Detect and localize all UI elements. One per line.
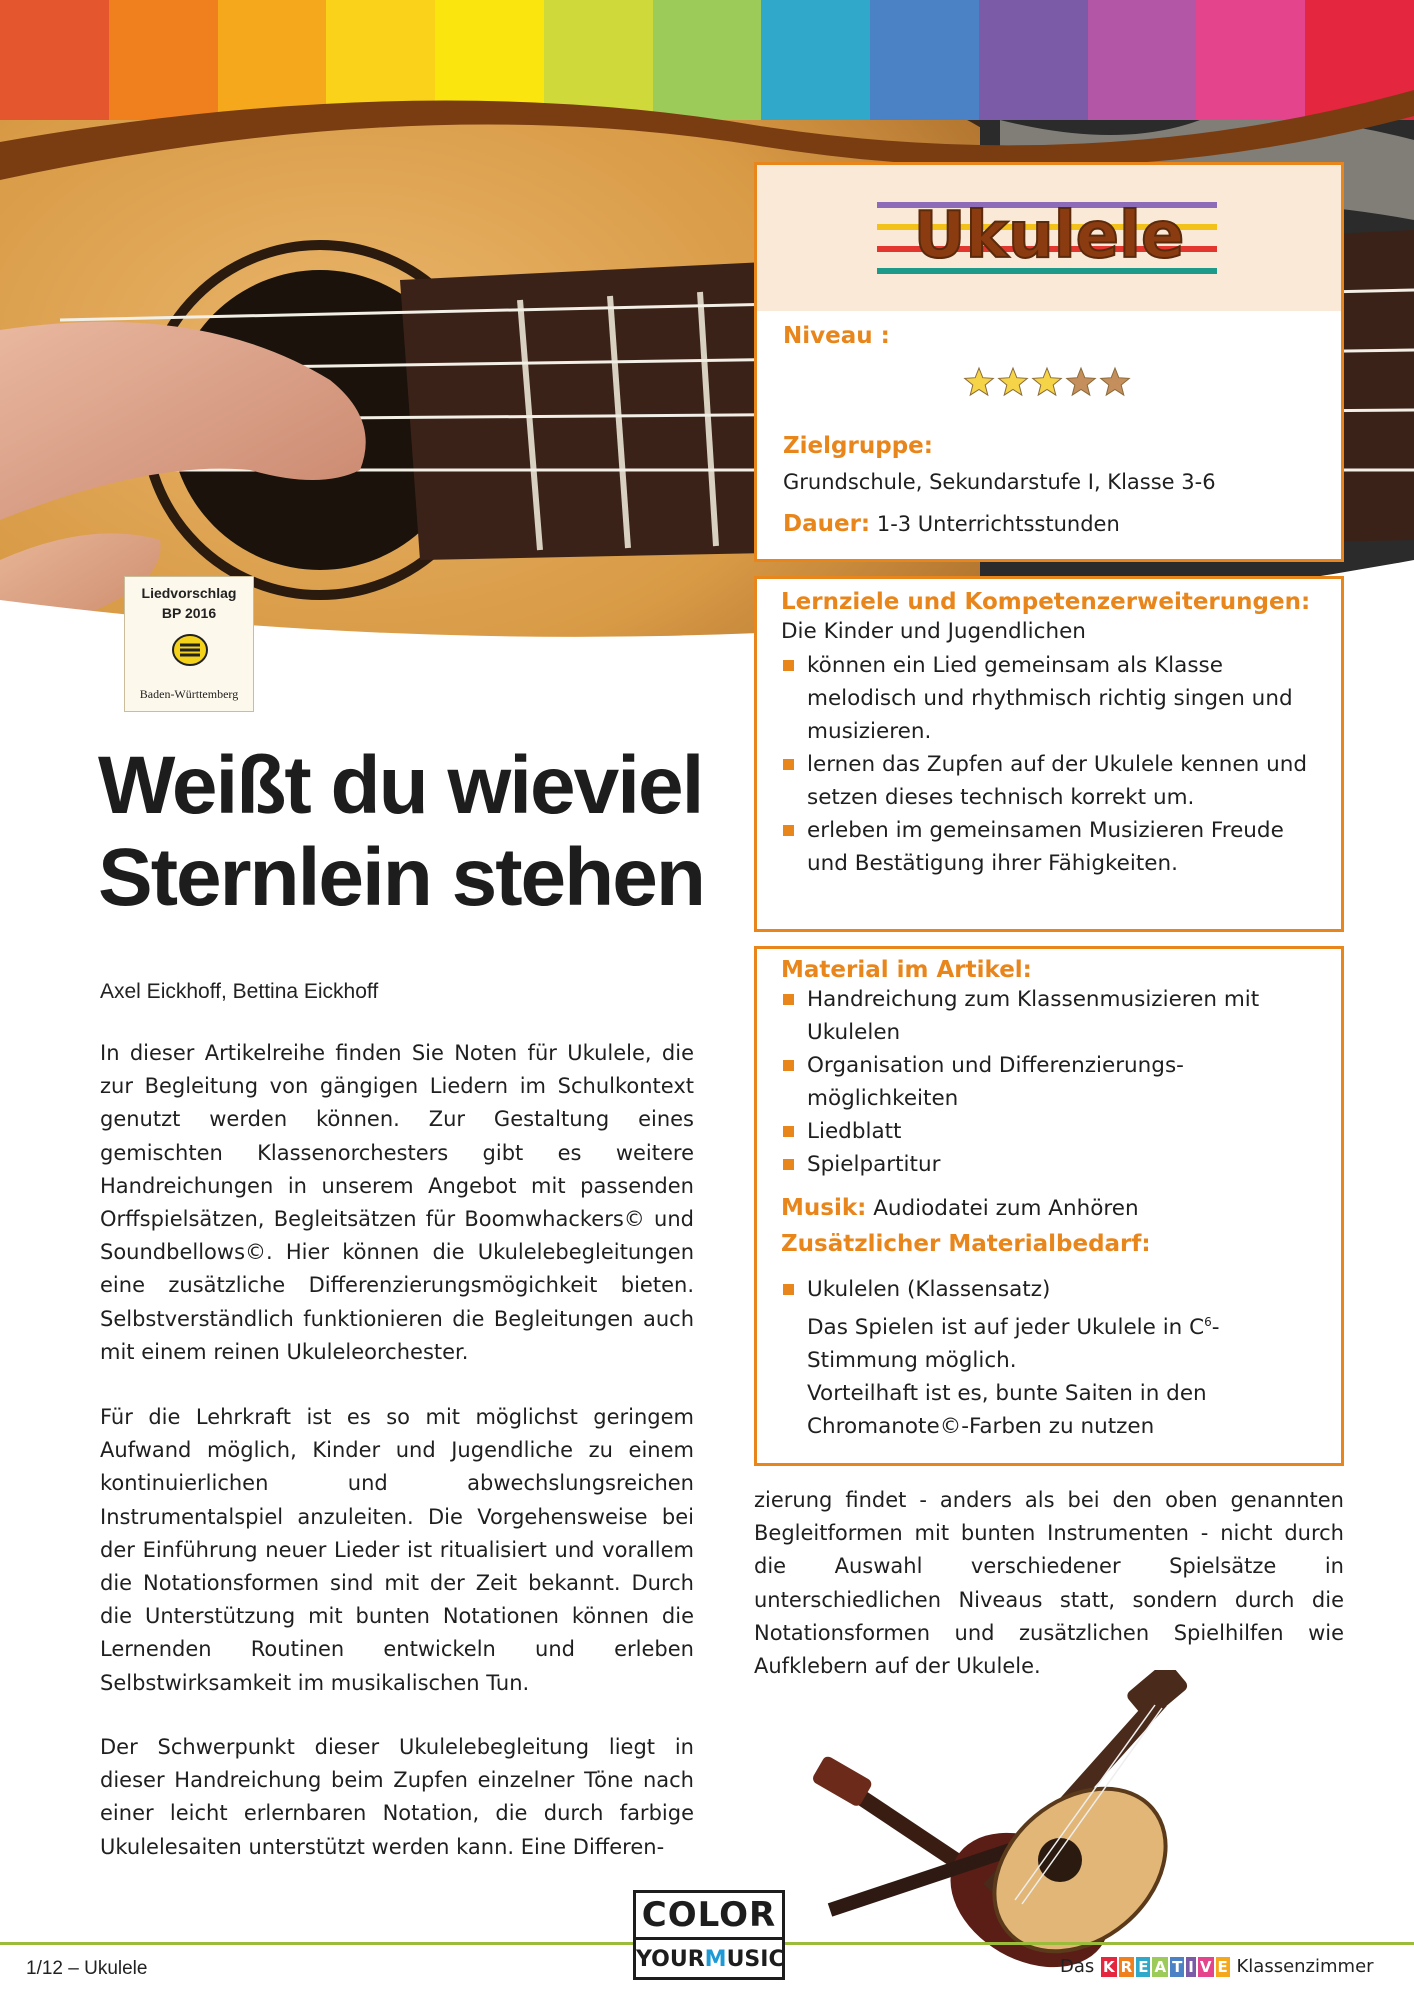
zusatz-title: Zusätzlicher Materialbedarf:: [781, 1231, 1151, 1257]
dauer-text: 1-3 Unterrichtsstunden: [876, 512, 1120, 536]
musik-text: Audiodatei zum Anhören: [873, 1196, 1139, 1221]
title-card: [754, 162, 1344, 562]
publisher-letter: R: [1120, 1958, 1133, 1976]
zusatz-text1: [807, 1315, 1220, 1373]
musik-label: Musik:: [781, 1195, 867, 1221]
publisher-prefix: Das: [1060, 1956, 1095, 1977]
zusatz-list: [781, 1273, 1327, 1443]
dauer-label: Dauer:: [783, 511, 871, 537]
ukulele-logo: [757, 165, 1341, 311]
list-item: erleben im gemeinsamen Musizieren Freude und Bestätigung ihrer Fähigkeiten.: [781, 814, 1321, 880]
material-list: [781, 983, 1327, 1181]
zusatz-text1-a: Das Spielen ist auf jeder Ukulele in C: [807, 1315, 1205, 1341]
publisher-letter: I: [1188, 1958, 1194, 1976]
lernziele-title: Lernziele und Kompetenzerweiterungen:: [781, 589, 1311, 615]
paragraph-1: In dieser Artikelreihe finden Sie Noten für Ukulele, die zur Begleitung von gängigen Liedern im Schulkontext genutzt werden können. Zur Gestaltung eines gemischten Klassenorchesters gibt es weitere Handreichungen in unserem Angebot mit passenden Orffspielsätzen, Begleitsätzen für Boomwhackers© und Soundbellows©. Hier können die Ukulelebegleitungen eine zusätzliche Differenzierungsmögichkeit bieten. Selbstverständlich funktionieren die Begleitungen auch mit einem reinen Ukuleleorchester.: [100, 1041, 694, 1364]
list-item: können ein Lied gemeinsam als Klasse melodisch und rhythmisch richtig singen und musizieren.: [781, 649, 1321, 748]
star-filled-icon: [1033, 368, 1062, 395]
ukuleles-image: [810, 1670, 1190, 1970]
article-title-line2: Sternlein stehen: [98, 832, 704, 923]
logo-line2: [636, 1937, 785, 1980]
paragraph-4: zierung findet - anders als bei den oben genannten Begleitformen mit bunten Instrumenten - nicht durch die Auswahl verschiedener Spielsätze in unterschiedlichen Niveaus statt, sondern durch die Notationsformen und zusätzlichen Spielhilfen wie Aufklebern auf der Ukulele.: [754, 1488, 1344, 1679]
publisher-letter: K: [1103, 1958, 1115, 1976]
list-item: Liedblatt: [781, 1115, 1327, 1148]
material-title: Material im Artikel:: [781, 957, 1032, 983]
publisher-letter: E: [1138, 1958, 1149, 1976]
publisher-logo: [1060, 1956, 1374, 1977]
logo-your: YOUR: [636, 1947, 705, 1972]
paragraph-3: Der Schwerpunkt dieser Ukulelebegleitung liegt in dieser Handreichung beim Zupfen einzelner Töne nach einer leicht erlernbaren Notation, die durch farbige Ukulelesaiten unterstützt werden kann. Eine Differen-: [100, 1735, 694, 1859]
list-item: Spielpartitur: [781, 1148, 1327, 1181]
coat-of-arms-icon: [171, 631, 209, 669]
publisher-letter: T: [1172, 1958, 1183, 1976]
material-box: [754, 946, 1344, 1466]
star-filled-icon: [965, 368, 994, 395]
zielgruppe-text: Grundschule, Sekundarstufe I, Klasse 3-6: [783, 470, 1216, 494]
zusatz-text1-sup: 6: [1204, 1315, 1212, 1329]
page-number: 1/12 – Ukulele: [26, 1958, 148, 1979]
logo-m: M: [704, 1947, 727, 1972]
niveau-stars: [962, 361, 1132, 405]
publisher-letters: [1100, 1956, 1231, 1977]
list-item: [781, 1273, 1327, 1443]
paragraph-2: Für die Lehrkraft ist es so mit möglichst geringem Aufwand möglich, Kinder und Jugendliche zu einem kontinuierlichen und abwechslungsreichen Instrumentalspiel anzuleiten. Die Vorgehensweise bei der Einführung neuer Lieder ist ritualisiert und vorallem die Notationsformen sind mit der Zeit bekannt. Durch die Unterstützung mit bunten Notationen können die Lernenden Routinen entwickeln und erleben Selbstwirksamkeit im musikalischen Tun.: [100, 1405, 694, 1695]
liedvorschlag-badge: [124, 576, 254, 712]
lernziele-box: [754, 576, 1344, 932]
lernziele-list: [781, 649, 1321, 880]
star-empty-icon: [1101, 368, 1130, 395]
lernziele-intro: Die Kinder und Jugendlichen: [781, 619, 1086, 644]
color-your-music-logo: [633, 1890, 785, 1980]
list-item: Organisation und Differenzierungs-möglichkeiten: [781, 1049, 1327, 1115]
musik-line: [781, 1195, 1327, 1221]
niveau-label: Niveau :: [783, 323, 890, 349]
list-item: Handreichung zum Klassenmusizieren mit Ukulelen: [781, 983, 1327, 1049]
dauer-line: [783, 511, 1120, 537]
star-filled-icon: [999, 368, 1028, 395]
publisher-suffix: Klassenzimmer: [1236, 1956, 1374, 1977]
list-item: lernen das Zupfen auf der Ukulele kennen und setzen dieses technisch korrekt um.: [781, 748, 1321, 814]
publisher-letter: E: [1217, 1958, 1228, 1976]
badge-line2: BP 2016: [161, 605, 217, 621]
article-authors: Axel Eickhoff, Bettina Eickhoff: [100, 980, 379, 1003]
zusatz-text1-b: -Stimmung möglich.: [807, 1315, 1220, 1374]
ukulele-logo-text: Ukulele: [913, 199, 1185, 273]
zusatz-text2: Vorteilhaft ist es, bunte Saiten in den Chromanote©-Farben zu nutzen: [807, 1381, 1207, 1440]
logo-usic: USIC: [726, 1947, 785, 1972]
publisher-letter: V: [1199, 1958, 1212, 1976]
article-title-line1: Weißt du wieviel: [98, 740, 703, 831]
badge-line3: Baden-Württemberg: [139, 687, 239, 701]
article-title: [98, 740, 738, 924]
star-empty-icon: [1067, 368, 1096, 395]
zielgruppe-label: Zielgruppe:: [783, 433, 933, 459]
publisher-letter: A: [1154, 1958, 1167, 1976]
badge-line1: Liedvorschlag: [141, 585, 237, 601]
logo-line1: COLOR: [641, 1895, 777, 1935]
zusatz-item-title: Ukulelen (Klassensatz): [807, 1277, 1051, 1302]
